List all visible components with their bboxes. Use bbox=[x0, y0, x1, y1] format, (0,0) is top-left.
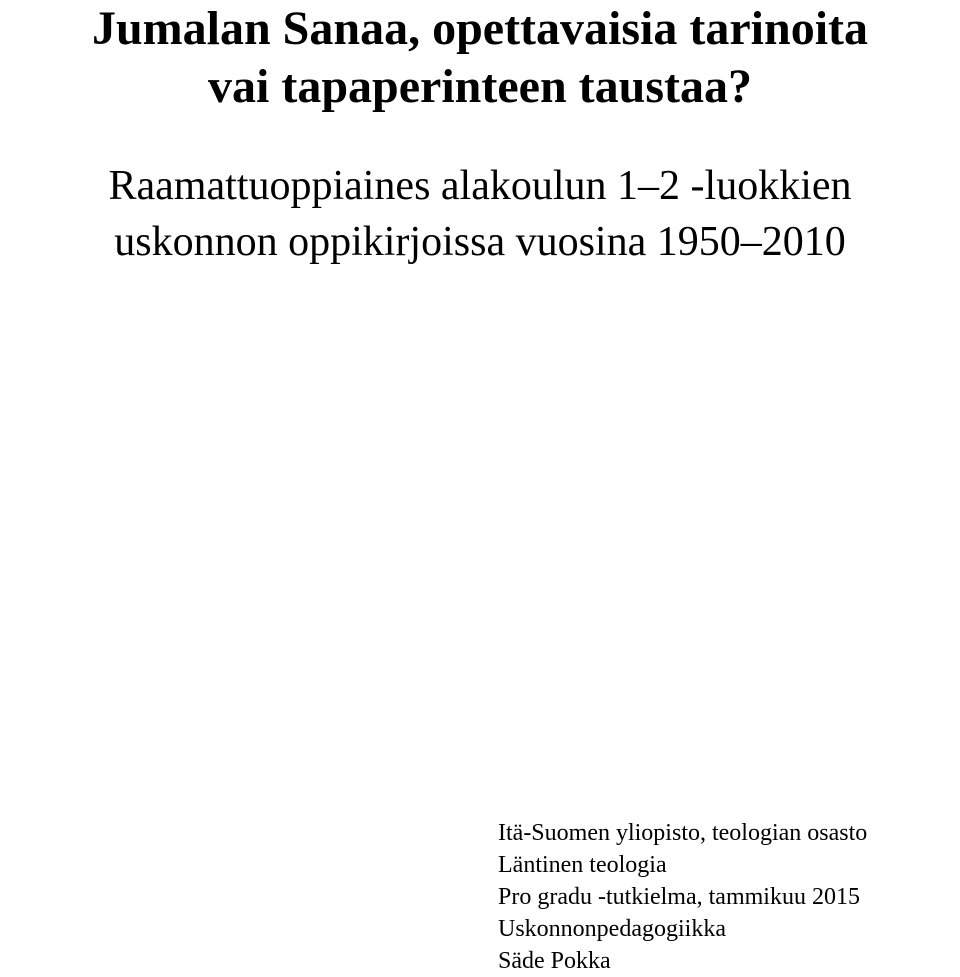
subject: Uskonnonpedagogiikka bbox=[498, 916, 726, 942]
author-name: Säde Pokka bbox=[498, 948, 611, 974]
thesis-type-date: Pro gradu -tutkielma, tammikuu 2015 bbox=[498, 884, 860, 910]
thesis-info-block bbox=[498, 817, 867, 977]
document-title bbox=[0, 0, 960, 116]
title-line-1: Jumalan Sanaa, opettavaisia tarinoita bbox=[91, 2, 869, 55]
subtitle-line-1: Raamattuoppiaines alakoulun 1–2 -luokkien bbox=[108, 163, 852, 209]
discipline: Läntinen teologia bbox=[498, 852, 667, 878]
title-line-2: vai tapaperinteen taustaa? bbox=[208, 60, 752, 113]
university-department: Itä-Suomen yliopisto, teologian osasto bbox=[498, 820, 868, 846]
subtitle-line-2: uskonnon oppikirjoissa vuosina 1950–2010 bbox=[114, 219, 846, 265]
document-subtitle bbox=[0, 158, 960, 270]
